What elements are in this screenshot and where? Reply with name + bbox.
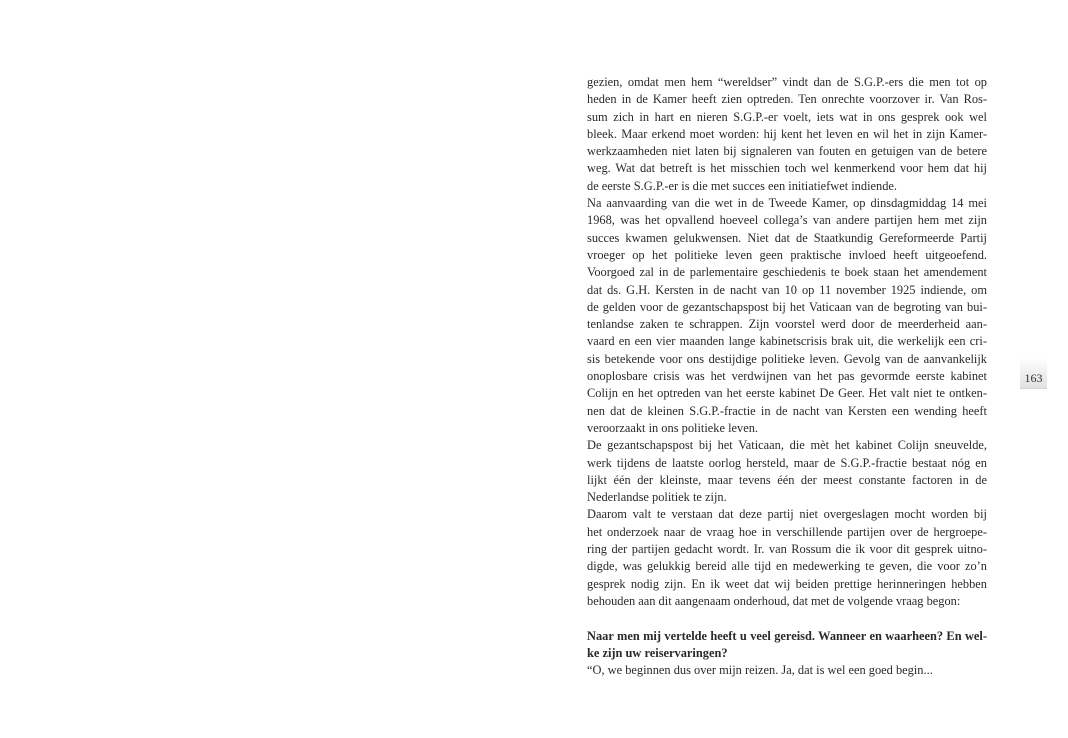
text-line: Nederlandse politiek te zijn. bbox=[587, 490, 727, 505]
text-line: lijkt één der kleinste, maar tevens één der meest constante factoren in de bbox=[587, 472, 987, 487]
text-line: weg. Wat dat betreft is het misschien toch wel kenmerkend voor hem dat hij bbox=[587, 161, 987, 176]
page-number-tab bbox=[1020, 358, 1047, 389]
text-line: Daarom valt te verstaan dat deze partij niet overgeslagen mocht worden bij bbox=[587, 507, 987, 522]
text-line: veroorzaakt in ons politieke leven. bbox=[587, 420, 759, 435]
text-line: Na aanvaarding van die wet in de Tweede Kamer, op dinsdagmiddag 14 mei bbox=[587, 196, 987, 211]
text-line: behouden aan dit aangenaam onderhoud, dat met de volgende vraag begon: bbox=[587, 593, 961, 608]
text-line: nen dat de kleinen S.G.P.-fractie in de nacht van Kersten een wending heeft bbox=[587, 403, 987, 418]
text-line: dat ds. G.H. Kersten in de nacht van 10 op 11 november 1925 indiende, om bbox=[587, 282, 987, 297]
text-line: de gelden voor de gezantschapspost bij het Vaticaan van de begroting van bui- bbox=[587, 299, 987, 314]
interview-answer bbox=[587, 662, 987, 679]
text-column bbox=[587, 74, 987, 679]
text-line: werk tijdens de laatste oorlog hersteld, maar de S.G.P.-fractie bestaat nóg en bbox=[587, 455, 987, 470]
text-line: vaard en een vier maanden lange kabinetscrisis brak uit, die werkelijk een cri- bbox=[587, 334, 987, 349]
text-line: ke zijn uw reiservaringen? bbox=[587, 645, 728, 660]
text-line: succes kwamen gelukwensen. Niet dat de Staatkundig Gereformeerde Partij bbox=[587, 230, 987, 245]
text-line: onoplosbare crisis was het verdwijnen van het pas gevormde eerste kabinet bbox=[587, 369, 987, 384]
text-line: gezien, omdat men hem “wereldser” vindt dan de S.G.P.-ers die men tot op bbox=[587, 75, 987, 89]
text-line: ring der partijen gedacht wordt. Ir. van Rossum die ik voor dit gesprek uitno- bbox=[587, 542, 987, 557]
paragraph-vaticaan bbox=[587, 437, 987, 506]
text-line: digde, was gelukkig bereid alle tijd en medewerking te geven, die voor zo’n bbox=[587, 559, 987, 574]
text-line: Voorgoed zal in de parlementaire geschiedenis te boek staan het amendement bbox=[587, 265, 987, 280]
text-line: bleek. Maar erkend moet worden: hij kent het leven en wil het in zijn Kamer- bbox=[587, 126, 987, 141]
text-line: Colijn en het optreden van het eerste kabinet De Geer. Het valt niet te ontken- bbox=[587, 386, 987, 401]
paragraph-daarom bbox=[587, 506, 987, 610]
interview-question bbox=[587, 628, 987, 663]
paragraph-initiatiefwet bbox=[587, 195, 987, 437]
text-line: sis betekende voor ons destijdige politieke leven. Gevolg van de aanvankelijk bbox=[587, 351, 987, 366]
text-line: Naar men mij vertelde heeft u veel gereisd. Wanneer en waarheen? En wel- bbox=[587, 628, 987, 643]
text-line: de eerste S.G.P.-er is die met succes een initiatiefwet indiende. bbox=[587, 178, 898, 193]
text-line: het onderzoek naar de vraag hoe in verschillende partijen over de hergroepe- bbox=[587, 524, 987, 539]
text-line: werkzaamheden niet laten bij signaleren van fouten en getuigen van de betere bbox=[587, 144, 987, 159]
text-line: heden in de Kamer heeft zien optreden. Ten onrechte voorzover ir. Van Ros- bbox=[587, 92, 987, 107]
text-line: 1968, was het opvallend hoeveel collega’s van andere partijen hem met zijn bbox=[587, 213, 987, 228]
text-line: vroeger op het politieke leven geen praktische invloed heeft uitgeoefend. bbox=[587, 247, 987, 262]
page-number: 163 bbox=[1024, 371, 1043, 385]
text-line: De gezantschapspost bij het Vaticaan, die mèt het kabinet Colijn sneuvelde, bbox=[587, 438, 987, 453]
text-line: gesprek nodig zijn. En ik weet dat wij beiden prettige herinneringen hebben bbox=[587, 576, 987, 591]
paragraph-spacer bbox=[587, 610, 987, 627]
paragraph-intro bbox=[587, 74, 987, 195]
text-line: tenlandse zaken te schrappen. Zijn voorstel werd door de meerderheid aan- bbox=[587, 317, 987, 332]
text-line: “O, we beginnen dus over mijn reizen. Ja, dat is wel een goed begin... bbox=[587, 663, 933, 678]
text-line: sum zich in hart en nieren S.G.P.-er voelt, iets wat in ons gesprek ook wel bbox=[587, 109, 987, 124]
